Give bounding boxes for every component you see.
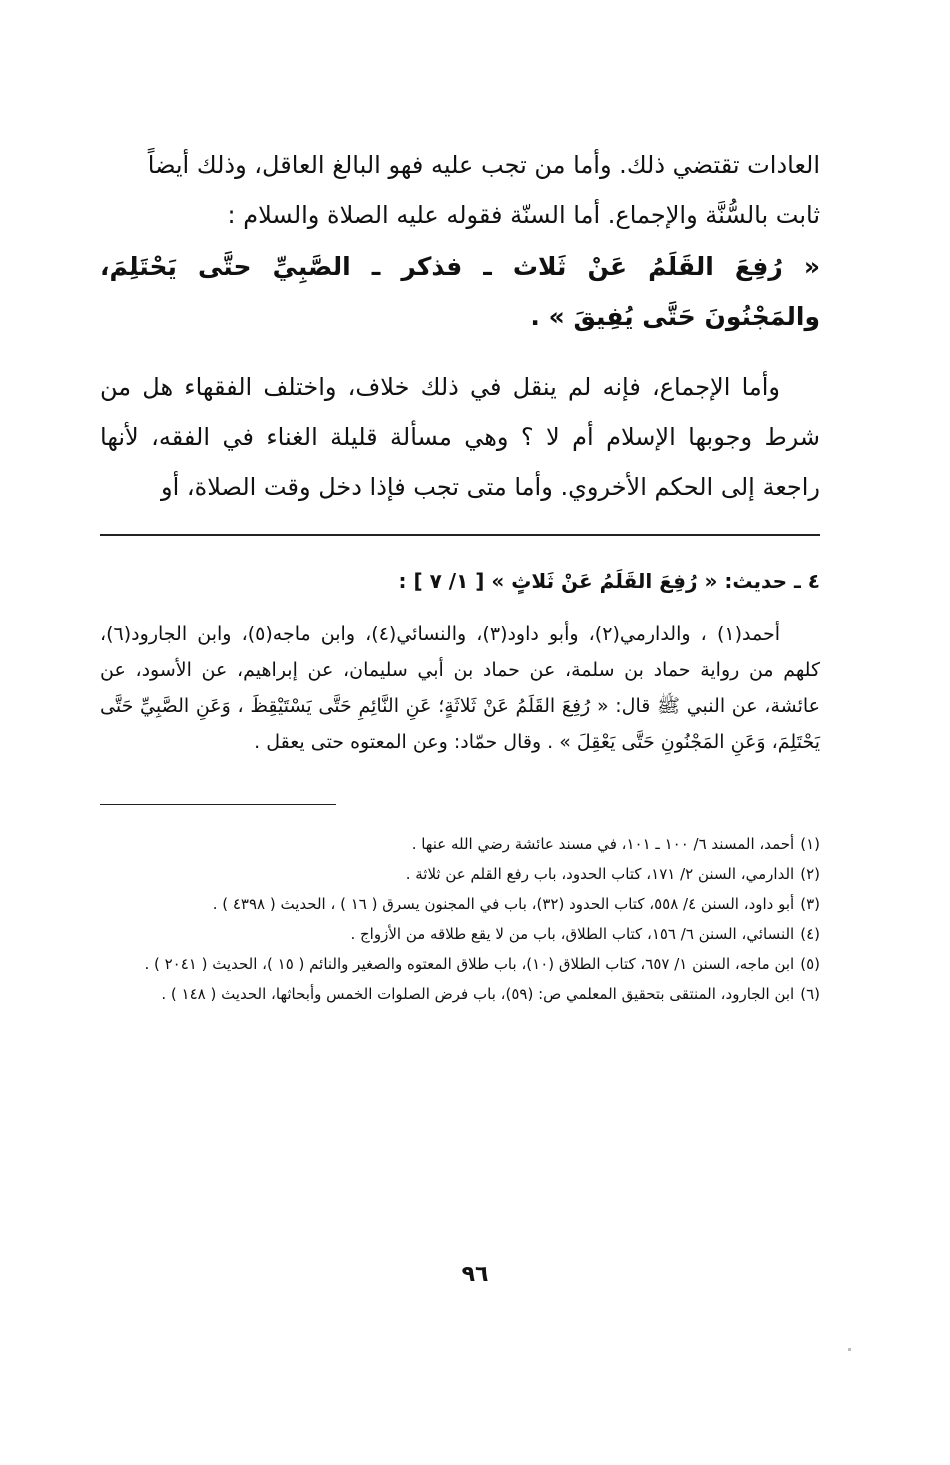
scan-speck [848, 1348, 851, 1351]
footnote-number: (٦) [800, 985, 820, 1003]
footnote-item [100, 829, 820, 859]
footnote-number: (٣) [800, 895, 820, 913]
footnote-divider [100, 804, 336, 805]
footnote-text: ابن الجارود، المنتقى بتحقيق المعلمي ص: (٥٩)، باب فرض الصلوات الخمس وأبحاثها، الحديث ( ١٤٨ ) . [161, 985, 795, 1003]
takhrij-paragraph: أحمد(١) ، والدارمي(٢)، وأبو داود(٣)، والنسائي(٤)، وابن ماجه(٥)، وابن الجارود(٦)، كلهم من رواية حماد بن سلمة، عن حماد بن أبي سليمان، عن إبراهيم، عن الأسود، عن عائشة، عن النبي ﷺ قال: « رُفِعَ القَلَمُ عَنْ ثَلاثَةٍ؛ عَنِ النَّائِمِ حَتَّى يَسْتَيْقِظَ ، وَعَنِ الصَّبِيِّ حَتَّى يَحْتَلِمَ، وَعَنِ المَجْنُونِ حَتَّى يَعْقِلَ » . وقال حمّاد: وعن المعتوه حتى يعقل . [100, 623, 820, 753]
footnote-item [100, 979, 820, 1009]
footnote-item [100, 949, 820, 979]
footnote-text: الدارمي، السنن ٢/ ١٧١، كتاب الحدود، باب رفع القلم عن ثلاثة . [405, 865, 795, 883]
main-line-1: العادات تقتضي ذلك. وأما من تجب عليه فهو البالغ العاقل، وذلك أيضاً [147, 151, 820, 179]
section-divider [100, 534, 820, 536]
footnote-number: (٢) [800, 865, 820, 883]
main-paragraph: وأما الإجماع، فإنه لم ينقل في ذلك خلاف، واختلف الفقهاء هل من شرط وجوبها الإسلام أم لا ؟ وهي مسألة قليلة الغناء في الفقه، لأنها راجعة إلى الحكم الأخروي. وأما متى تجب فإذا دخل وقت الصلاة، أو [100, 373, 820, 501]
main-line-2: ثابت بالسُّنَّة والإجماع. أما السنّة فقوله عليه الصلاة والسلام : [227, 201, 820, 229]
hadith-quote: « رُفِعَ القَلَمُ عَنْ ثَلاث ـ فذكر ـ الصَّبِيِّ حتَّى يَحْتَلِمَ، والمَجْنُونَ حَتَّى يُفِيقَ » . [100, 252, 820, 331]
main-text [100, 140, 820, 512]
footnote-item [100, 919, 820, 949]
footnote-text: أبو داود، السنن ٤/ ٥٥٨، كتاب الحدود (٣٢)، باب في المجنون يسرق ( ١٦ ) ، الحديث ( ٤٣٩٨ ) . [212, 895, 795, 913]
hadith-heading: ٤ ـ حديث: « رُفِعَ القَلَمُ عَنْ ثَلاثٍ » [ ١/ ٧ ] : [398, 569, 820, 593]
footnote-text: النسائي، السنن ٦/ ١٥٦، كتاب الطلاق، باب من لا يقع طلاقه من الأزواج . [350, 925, 795, 943]
footnote-item [100, 889, 820, 919]
footnote-number: (٤) [800, 925, 820, 943]
page-content [100, 140, 820, 1009]
footnotes-list [100, 829, 820, 1009]
footnote-number: (١) [800, 835, 820, 853]
footnote-text: ابن ماجه، السنن ١/ ٦٥٧، كتاب الطلاق (١٠)، باب طلاق المعتوه والصغير والنائم ( ١٥ )، الحديث ( ٢٠٤١ ) . [144, 955, 795, 973]
footnote-item [100, 859, 820, 889]
page-number: ٩٦ [461, 1262, 489, 1287]
footnote-text: أحمد، المسند ٦/ ١٠٠ ـ ١٠١، في مسند عائشة رضي الله عنها . [411, 835, 795, 853]
footnote-number: (٥) [800, 955, 820, 973]
